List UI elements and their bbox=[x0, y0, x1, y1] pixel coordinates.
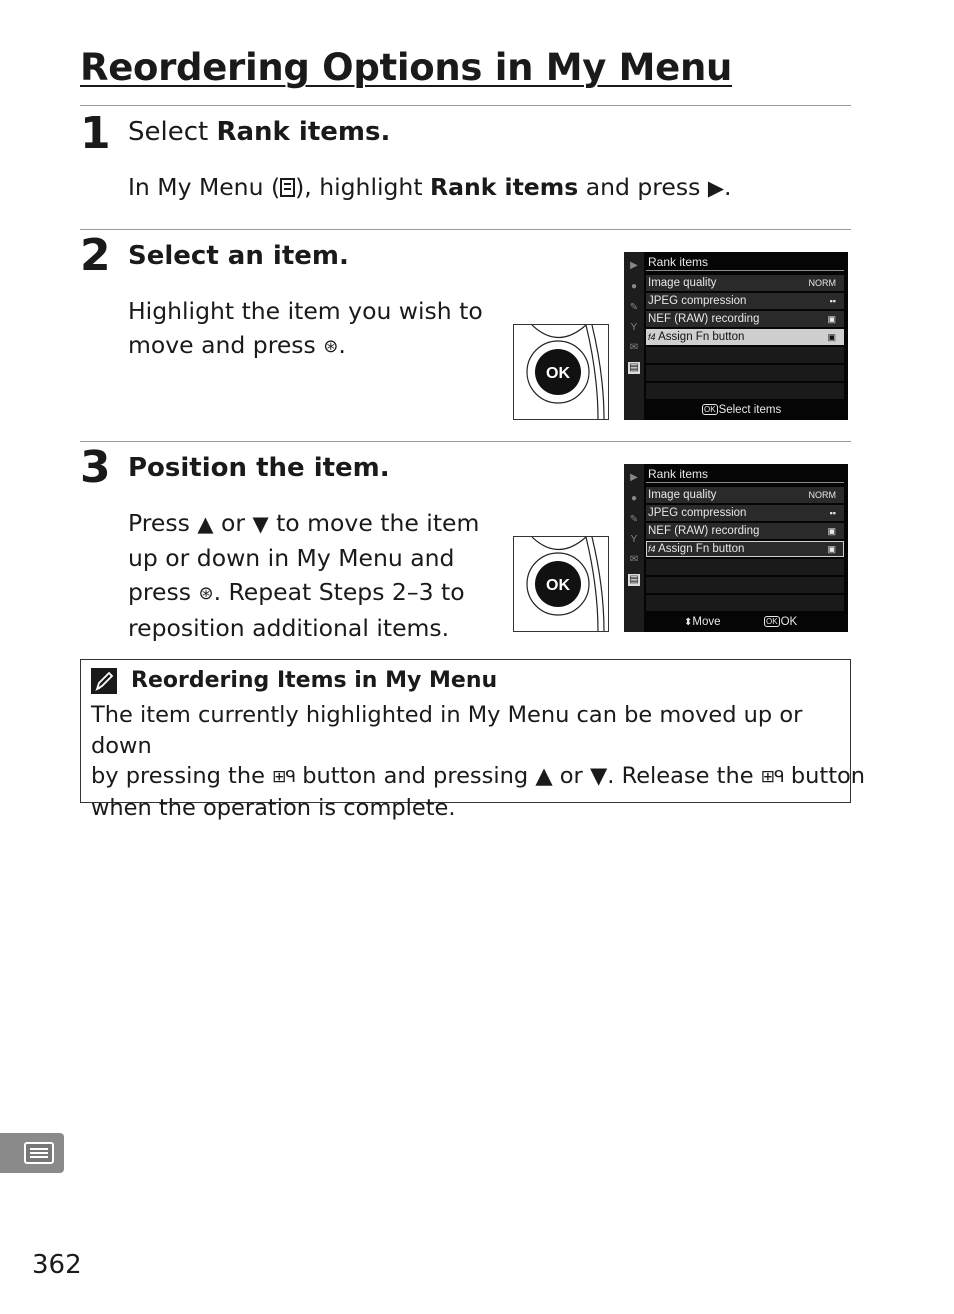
menu-row[interactable]: Image quality NORM bbox=[646, 275, 844, 291]
menu-row-empty bbox=[646, 365, 844, 381]
step-2-number: 2 bbox=[80, 230, 111, 281]
right-arrow-icon: ▶ bbox=[707, 176, 725, 200]
step-1-heading: Select Rank items. bbox=[128, 117, 391, 147]
camera-screen-position-item bbox=[624, 464, 848, 632]
divider bbox=[80, 441, 851, 442]
menu-row[interactable]: Image quality NORM bbox=[646, 487, 844, 503]
section-tab bbox=[0, 1133, 64, 1173]
menu-row-empty bbox=[646, 383, 844, 399]
pencil-icon: ✎ bbox=[629, 302, 639, 313]
menu-row-selected[interactable]: f4 Assign Fn button ▣ bbox=[646, 541, 844, 557]
menu-list-icon bbox=[24, 1142, 54, 1164]
divider bbox=[80, 229, 851, 230]
up-arrow-icon: ▲ bbox=[535, 763, 553, 789]
step-2-heading: Select an item. bbox=[128, 241, 349, 271]
note-title: Reordering Items in My Menu bbox=[131, 668, 498, 693]
menu-row[interactable]: JPEG compression ▪▪ bbox=[646, 505, 844, 521]
menu-row[interactable]: NEF (RAW) recording ▣ bbox=[646, 311, 844, 327]
my-menu-icon bbox=[280, 178, 295, 197]
note-text: The item currently highlighted in My Menu can be moved up or down by pressing the ⊞ᑫ button and pressing ▲ or ▼. Release the ⊞ᑫ button when the operation is complete. bbox=[91, 702, 866, 821]
menu-sidebar bbox=[624, 464, 644, 632]
playback-icon: ▶ bbox=[630, 260, 638, 271]
retouch-icon: ✉ bbox=[629, 554, 639, 565]
menu-row-highlighted[interactable]: f4 Assign Fn button ▣ bbox=[646, 329, 844, 345]
menu-sidebar bbox=[624, 252, 644, 420]
multi-selector-icon: ⬍ bbox=[684, 617, 693, 628]
shooting-icon: ● bbox=[630, 493, 638, 504]
ok-button-icon: ⊛ bbox=[323, 336, 339, 357]
down-arrow-icon: ▼ bbox=[589, 763, 608, 789]
divider bbox=[80, 105, 851, 106]
ok-button-label: OK bbox=[546, 365, 570, 382]
step-3-heading: Position the item. bbox=[128, 453, 390, 483]
retouch-icon: ✉ bbox=[629, 342, 639, 353]
menu-row-empty bbox=[646, 595, 844, 611]
screen-footer: OK Select items bbox=[704, 404, 782, 416]
setup-icon: Y bbox=[630, 534, 638, 545]
screen-title: Rank items bbox=[646, 466, 844, 483]
menu-row-empty bbox=[646, 347, 844, 363]
page-number: 362 bbox=[32, 1250, 82, 1280]
menu-row-empty bbox=[646, 559, 844, 575]
menu-row[interactable]: JPEG compression ▪▪ bbox=[646, 293, 844, 309]
camera-screen-select-items bbox=[624, 252, 848, 420]
down-arrow-icon: ▼ bbox=[252, 512, 269, 536]
screen-footer: ⬍Move OK OK bbox=[684, 616, 798, 628]
step-3-number: 3 bbox=[80, 442, 111, 493]
zoom-out-button-icon: ⊞ᑫ bbox=[760, 767, 784, 787]
pencil-note-icon bbox=[91, 668, 117, 694]
step-1-number: 1 bbox=[80, 108, 111, 159]
page-title: Reordering Options in My Menu bbox=[80, 46, 733, 89]
my-menu-icon: ▤ bbox=[629, 362, 639, 373]
ok-button-label: OK bbox=[546, 577, 570, 594]
ok-button-icon: ⊛ bbox=[198, 583, 214, 604]
step-1-text: In My Menu ( ), highlight Rank items and press ▶. bbox=[128, 173, 732, 201]
up-arrow-icon: ▲ bbox=[197, 512, 214, 536]
ok-button-illustration bbox=[513, 324, 609, 420]
step-2-text: Highlight the item you wish to move and press ⊛. bbox=[128, 297, 483, 359]
screen-title: Rank items bbox=[646, 254, 844, 271]
playback-icon: ▶ bbox=[630, 472, 638, 483]
shooting-icon: ● bbox=[630, 281, 638, 292]
note-box bbox=[80, 659, 866, 821]
pencil-icon: ✎ bbox=[629, 514, 639, 525]
menu-row[interactable]: NEF (RAW) recording ▣ bbox=[646, 523, 844, 539]
setup-icon: Y bbox=[630, 322, 638, 333]
menu-row-empty bbox=[646, 577, 844, 593]
step-3-text: Press ▲ or ▼ to move the item up or down in My Menu and press ⊛. Repeat Steps 2–3 to reposition additional items. bbox=[128, 509, 480, 642]
ok-button-illustration bbox=[513, 536, 609, 632]
my-menu-icon: ▤ bbox=[629, 574, 639, 585]
zoom-out-button-icon: ⊞ᑫ bbox=[272, 767, 296, 787]
